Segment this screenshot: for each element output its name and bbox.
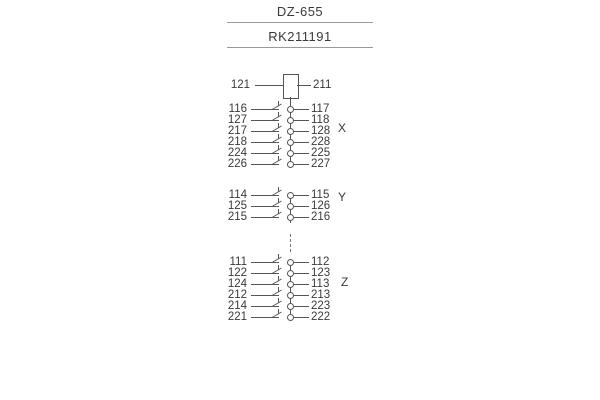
contact-tick <box>278 101 279 106</box>
contact-tick <box>278 187 279 192</box>
contact-node <box>287 303 294 310</box>
contact-node <box>287 161 294 168</box>
group-label-z: Z <box>341 275 349 289</box>
contact-right-label: 113 <box>311 278 330 290</box>
contact-tick <box>278 123 279 128</box>
contact-right-lead <box>294 273 309 274</box>
contact-left-label: 226 <box>227 158 247 170</box>
contact-left-label: 114 <box>228 189 247 201</box>
contact-right-label: 213 <box>311 289 331 301</box>
contact-node <box>287 150 294 157</box>
contact-tick <box>278 309 279 314</box>
contact-left-label: 111 <box>229 256 247 268</box>
contact-left-label: 215 <box>227 211 247 223</box>
contact-tick <box>278 298 279 303</box>
contact-right-label: 128 <box>311 125 331 137</box>
page-title: DZ-655 <box>276 4 324 19</box>
contact-left-label: 224 <box>227 147 247 159</box>
contact-tick <box>278 112 279 117</box>
contact-left-label: 214 <box>227 300 247 312</box>
contact-left-lead <box>251 262 279 263</box>
page-subtitle: RK211191 <box>268 29 332 44</box>
contact-node <box>287 106 294 113</box>
contact-tick <box>278 254 279 259</box>
contact-node <box>287 314 294 321</box>
contact-node <box>287 139 294 146</box>
contact-right-lead <box>294 120 309 121</box>
contact-left-lead <box>251 131 279 132</box>
contact-left-lead <box>251 217 279 218</box>
contact-left-lead <box>251 306 279 307</box>
contact-right-label: 223 <box>311 300 331 312</box>
contact-left-lead <box>251 109 279 110</box>
contact-right-lead <box>294 262 309 263</box>
contact-right-label: 123 <box>311 267 331 279</box>
contact-right-label: 112 <box>311 256 330 268</box>
contact-left-lead <box>251 120 279 121</box>
contact-node <box>287 214 294 221</box>
contact-right-lead <box>294 131 309 132</box>
contact-right-lead <box>294 142 309 143</box>
contact-right-lead <box>294 195 309 196</box>
title-divider-top <box>227 22 373 23</box>
title-divider-bottom <box>227 47 373 48</box>
contact-right-label: 117 <box>311 103 330 115</box>
contact-left-label: 217 <box>227 125 247 137</box>
contact-node <box>287 192 294 199</box>
contact-tick <box>278 265 279 270</box>
contact-left-label: 221 <box>227 311 247 323</box>
contact-left-lead <box>251 317 279 318</box>
contact-tick <box>278 145 279 150</box>
contact-right-label: 118 <box>311 114 330 126</box>
contact-left-label: 116 <box>228 103 247 115</box>
contact-right-label: 126 <box>311 200 331 212</box>
coil-left-label: 121 <box>230 79 250 91</box>
coil-right-lead <box>297 85 311 86</box>
contact-node <box>287 292 294 299</box>
contact-right-lead <box>294 306 309 307</box>
contact-right-label: 216 <box>311 211 331 223</box>
contact-left-label: 125 <box>227 200 247 212</box>
group-label-x: X <box>338 121 347 135</box>
contact-node <box>287 259 294 266</box>
contact-node <box>287 117 294 124</box>
contact-left-lead <box>251 295 279 296</box>
contact-left-lead <box>251 273 279 274</box>
contact-right-lead <box>294 295 309 296</box>
contact-left-lead <box>251 195 279 196</box>
contact-right-lead <box>294 206 309 207</box>
contact-left-label: 122 <box>227 267 247 279</box>
contact-left-label: 218 <box>227 136 247 148</box>
contact-left-label: 127 <box>227 114 247 126</box>
contact-left-label: 212 <box>227 289 247 301</box>
contact-left-label: 124 <box>227 278 247 290</box>
relay-coil <box>283 74 299 99</box>
contact-right-label: 115 <box>311 189 330 201</box>
contact-right-label: 228 <box>311 136 331 148</box>
contact-right-lead <box>294 153 309 154</box>
dashed-link-y-to-z <box>290 234 291 252</box>
contact-tick <box>278 156 279 161</box>
contact-right-lead <box>294 109 309 110</box>
group-label-y: Y <box>338 190 347 204</box>
contact-node <box>287 270 294 277</box>
contact-tick <box>278 198 279 203</box>
contact-right-label: 227 <box>311 158 331 170</box>
title-block <box>0 4 600 20</box>
coil-left-lead <box>255 85 283 86</box>
contact-right-label: 225 <box>311 147 331 159</box>
contact-node <box>287 203 294 210</box>
contact-left-lead <box>251 164 279 165</box>
contact-right-lead <box>294 217 309 218</box>
contact-left-lead <box>251 206 279 207</box>
contact-right-lead <box>294 164 309 165</box>
contact-left-lead <box>251 153 279 154</box>
contact-tick <box>278 276 279 281</box>
contact-tick <box>278 287 279 292</box>
contact-node <box>287 128 294 135</box>
contact-tick <box>278 209 279 214</box>
contact-left-lead <box>251 142 279 143</box>
contact-left-lead <box>251 284 279 285</box>
contact-right-lead <box>294 317 309 318</box>
contact-tick <box>278 134 279 139</box>
contact-right-lead <box>294 284 309 285</box>
contact-right-label: 222 <box>311 311 331 323</box>
subtitle-block <box>0 29 600 45</box>
coil-right-label: 211 <box>313 79 332 91</box>
contact-node <box>287 281 294 288</box>
